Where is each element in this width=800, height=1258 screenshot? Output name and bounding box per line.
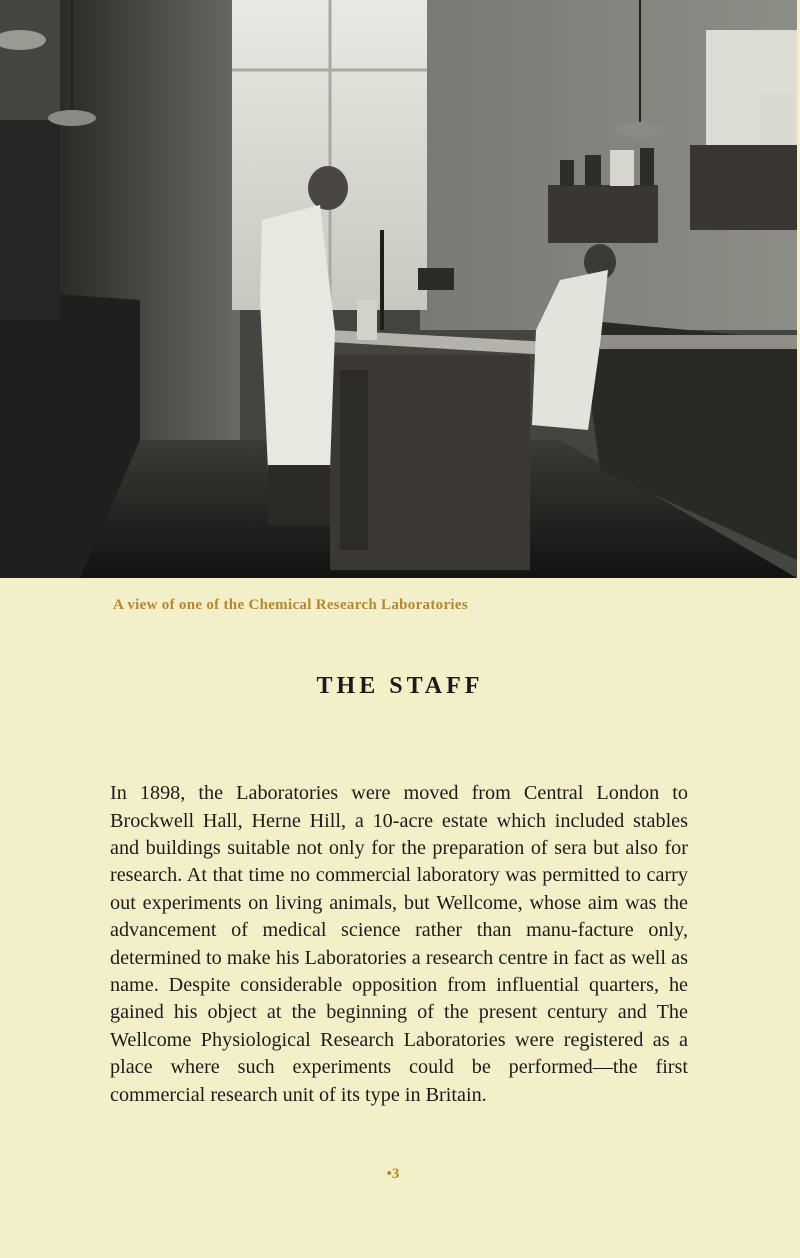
photo-caption: A view of one of the Chemical Research Laboratories bbox=[113, 597, 468, 613]
body-paragraph: In 1898, the Laboratories were moved from Central London to Brockwell Hall, Herne Hill, a 10-acre estate which included stables and buildings suitable not only for the preparation of sera but also for research. At that time no commercial laboratory was permitted to carry out experiments on living animals, but Wellcome, whose aim was the advancement of medical science rather than manu-facture only, determined to make his Laboratories a research centre in fact as well as name. Despite considerable opposition from influential quarters, he gained his object at the beginning of the present century and The Wellcome Physiological Research Laboratories were registered as a place where such experiments could be performed—the first commercial research unit of its type in Britain. bbox=[110, 782, 688, 1106]
section-heading: THE STAFF bbox=[316, 673, 484, 699]
page-number: •3 bbox=[386, 1166, 400, 1182]
laboratory-photograph bbox=[0, 0, 797, 578]
